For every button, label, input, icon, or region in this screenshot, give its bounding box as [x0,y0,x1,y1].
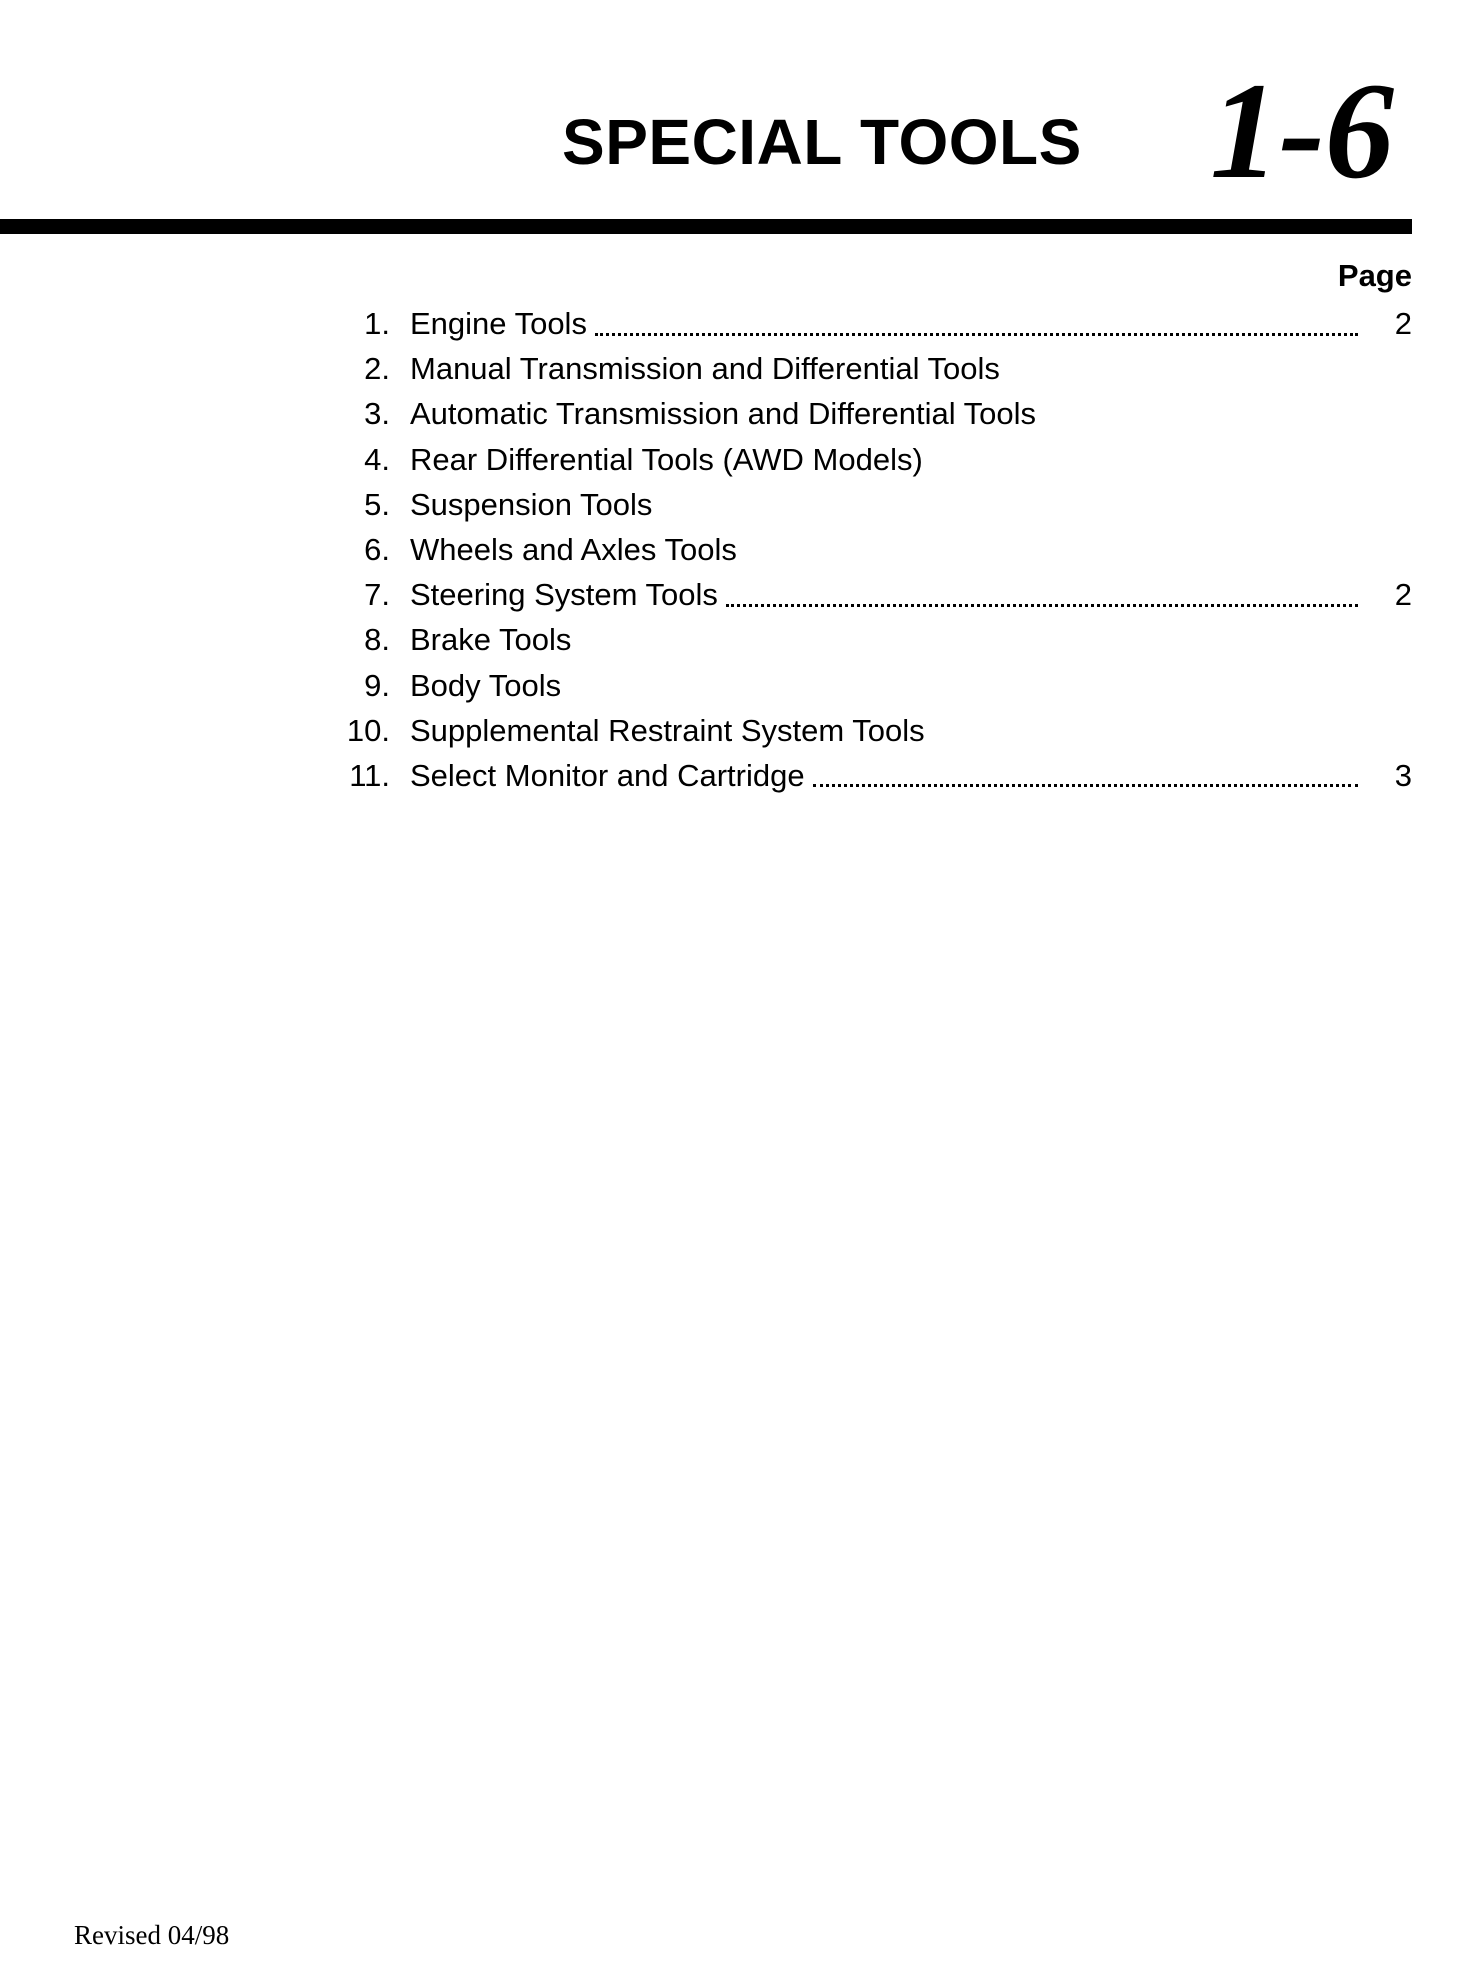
toc-item-brake [340,617,1412,662]
toc-item-label: Manual Transmission and Differential Tools [410,351,1000,387]
toc-item-label: Engine Tools [410,306,587,341]
toc-item-label: Supplemental Restraint System Tools [410,712,925,748]
toc-item-body [340,663,1412,708]
toc-item-number: 7. [364,577,390,613]
toc-item-automatic-transmission [340,391,1412,436]
toc-item-page: 2 [1394,306,1412,341]
toc-item-wheels-axles [340,527,1412,572]
toc-item-engine-tools [340,301,1412,346]
toc-item-label: Select Monitor and Cartridge [410,757,805,793]
toc-item-page: 3 [1394,757,1412,793]
table-of-contents [340,301,1412,798]
toc-item-label: Suspension Tools [410,486,653,522]
toc-item-number: 2. [364,351,390,387]
toc-item-number: 4. [364,441,390,477]
toc-item-label: Brake Tools [410,622,572,658]
toc-item-number: 1. [364,306,390,341]
toc-item-label: Wheels and Axles Tools [410,531,737,567]
dot-leader [813,783,1358,787]
header-rule [0,219,1412,234]
toc-item-suspension [340,482,1412,527]
toc-item-rear-differential [340,437,1412,482]
toc-item-supplemental-restraint [340,708,1412,753]
toc-item-label: Automatic Transmission and Differential Tools [410,396,1037,432]
toc-item-select-monitor [340,753,1412,798]
toc-item-number: 9. [364,667,390,703]
page-title: SPECIAL TOOLS [562,106,1082,178]
dot-leader [726,603,1358,607]
toc-item-steering-system [340,572,1412,617]
dot-leader [595,332,1358,336]
toc-item-page: 2 [1394,577,1412,613]
section-number: 1-6 [1210,54,1394,207]
toc-item-number: 5. [364,486,390,522]
toc-item-number: 8. [364,622,390,658]
toc-item-label: Steering System Tools [410,577,718,613]
toc-item-number: 3. [364,396,390,432]
toc-item-label: Rear Differential Tools (AWD Models) [410,441,923,477]
toc-item-manual-transmission [340,346,1412,391]
page-column-label: Page [1337,258,1412,293]
toc-item-label: Body Tools [410,667,562,703]
toc-item-number: 10. [346,712,390,748]
toc-item-number: 11. [349,757,390,793]
revision-note: Revised 04/98 [74,1920,230,1950]
toc-item-number: 6. [364,531,390,567]
